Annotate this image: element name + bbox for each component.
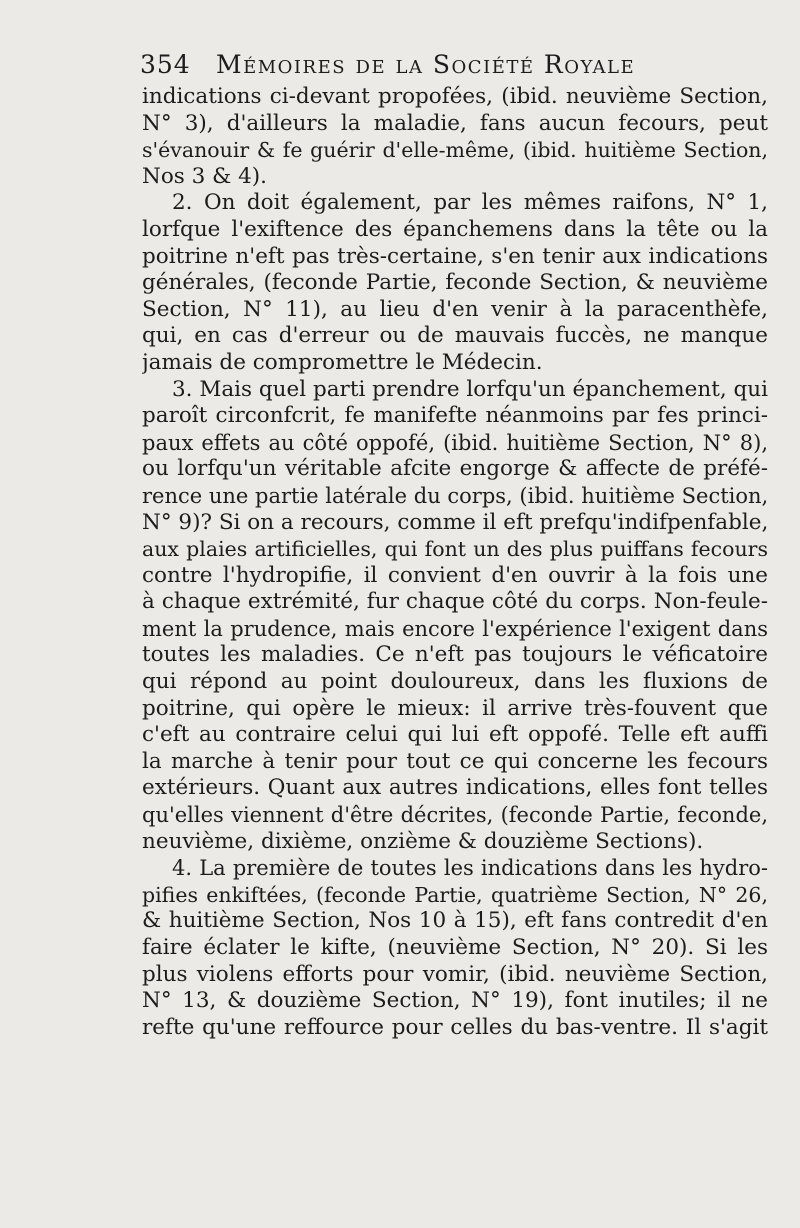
- body-text: [142, 84, 768, 1041]
- text-line: rence une partie latérale du corps, (ibid. huitième Section,: [142, 483, 768, 508]
- text-line: la marche à tenir pour tout ce qui concerne les fecours: [142, 748, 768, 774]
- text-line: 3. Mais quel parti prendre lorfqu'un épanchement, qui: [172, 376, 768, 402]
- text-line: indications ci-devant propofées, (ibid. neuvième Section,: [142, 84, 768, 109]
- text-line: neuvième, dixième, onzième & douzième Sections).: [142, 828, 704, 854]
- text-line: ment la prudence, mais encore l'expérience l'exigent dans: [142, 616, 768, 641]
- text-line: lorfque l'exiftence des épanchemens dans la tête ou la: [142, 216, 768, 242]
- text-line: plus violens efforts pour vomir, (ibid. neuvième Section,: [142, 961, 768, 987]
- text-line: qui répond au point douloureux, dans les fluxions de: [142, 669, 768, 695]
- text-line: Section, N° 11), au lieu d'en venir à la paracenthèfe,: [142, 296, 768, 322]
- text-line: N° 3), d'ailleurs la maladie, fans aucun fecours, peut: [142, 110, 768, 136]
- text-line: poitrine n'eft pas très-certaine, s'en tenir aux indications: [142, 243, 768, 269]
- text-line: N° 9)? Si on a recours, comme il eft prefqu'indifpenfable,: [142, 509, 768, 535]
- text-line: ou lorfqu'un véritable afcite engorge & affecte de préfé-: [142, 456, 768, 482]
- text-line: 2. On doit également, par les mêmes raifons, N° 1,: [172, 190, 768, 216]
- page-number: 354: [140, 50, 191, 79]
- text-line: paroît circonfcrit, fe manifefte néanmoins par fes princi-: [142, 403, 768, 429]
- running-head: Mémoires de la Société Royale: [216, 50, 636, 79]
- text-line: 4. La première de toutes les indications dans les hydro-: [172, 856, 768, 881]
- text-line: à chaque extrémité, fur chaque côté du corps. Non-feule-: [142, 589, 768, 615]
- page-header: [140, 50, 770, 86]
- text-line: extérieurs. Quant aux autres indications, elles font telles: [142, 775, 768, 801]
- text-line: toutes les maladies. Ce n'eft pas toujours le véficatoire: [142, 642, 768, 668]
- text-line: poitrine, qui opère le mieux: il arrive très-fouvent que: [142, 695, 768, 721]
- text-line: faire éclater le kifte, (neuvième Section, N° 20). Si les: [142, 935, 768, 960]
- text-line: contre l'hydropifie, il convient d'en ouvrir à la fois une: [142, 562, 768, 588]
- text-line: paux effets au côté oppofé, (ibid. huitième Section, N° 8),: [142, 430, 768, 455]
- text-line: aux plaies artificielles, qui font un des plus puiffans fecours: [142, 537, 768, 562]
- text-line: Nos 3 & 4).: [142, 163, 268, 189]
- text-line: jamais de compromettre le Médecin.: [142, 349, 543, 375]
- text-line: N° 13, & douzième Section, N° 19), font inutiles; il ne: [142, 988, 768, 1014]
- text-line: s'évanouir & fe guérir d'elle-même, (ibid. huitième Section,: [142, 138, 768, 163]
- text-line: qui, en cas d'erreur ou de mauvais fuccès, ne manque: [142, 323, 768, 349]
- text-line: qu'elles viennent d'être décrites, (feconde Partie, feconde,: [142, 803, 768, 828]
- text-line: & huitième Section, Nos 10 à 15), eft fans contredit d'en: [142, 908, 768, 934]
- text-line: refte qu'une reffource pour celles du bas-ventre. Il s'agit: [142, 1014, 768, 1040]
- text-line: c'eft au contraire celui qui lui eft oppofé. Telle eft auffi: [142, 722, 768, 748]
- text-line: pifies enkiftées, (feconde Partie, quatrième Section, N° 26,: [142, 882, 768, 907]
- text-line: générales, (feconde Partie, feconde Section, & neuvième: [142, 270, 768, 296]
